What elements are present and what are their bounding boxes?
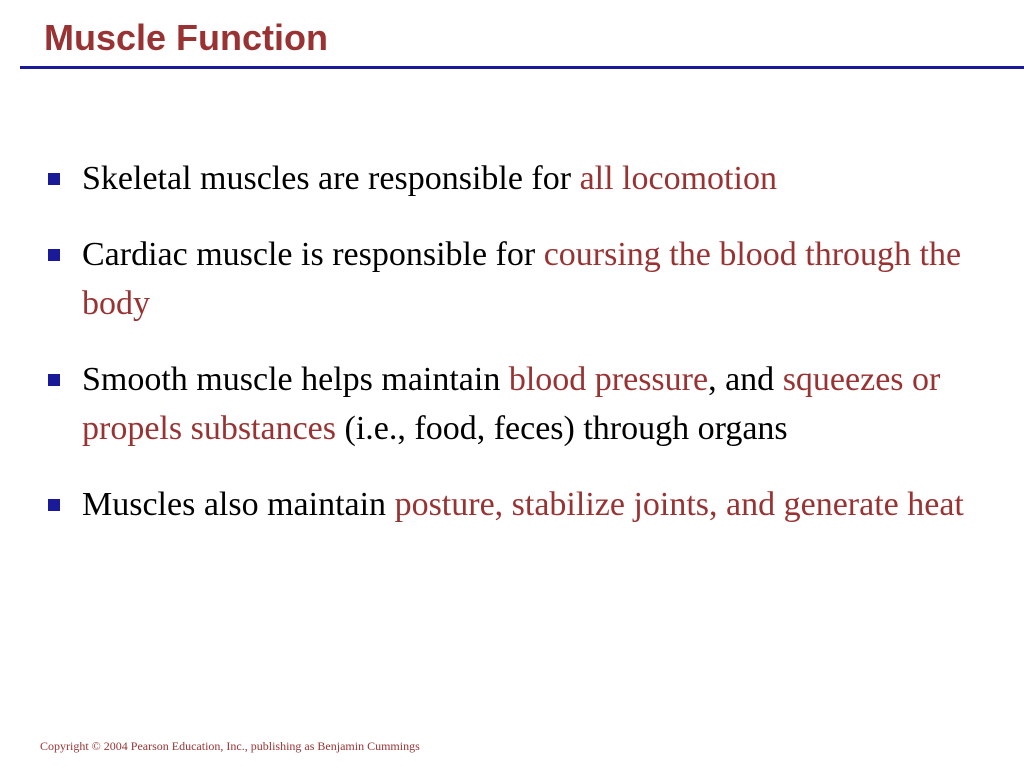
bullet-text bbox=[82, 236, 961, 322]
body-text: (i.e., food, feces) through organs bbox=[336, 410, 788, 447]
bullet-text bbox=[82, 361, 940, 447]
bullet-item bbox=[44, 154, 1004, 203]
copyright-notice: Copyright © 2004 Pearson Education, Inc., publishing as Benjamin Cummings bbox=[40, 739, 420, 753]
highlighted-text: blood pressure bbox=[508, 361, 709, 398]
bullet-text bbox=[82, 486, 964, 523]
highlighted-text: all locomotion bbox=[579, 160, 777, 197]
body-text: Muscles also maintain bbox=[82, 486, 395, 523]
highlighted-text: posture, stabilize joints, and generate heat bbox=[394, 486, 964, 523]
body-text: Cardiac muscle is responsible for bbox=[82, 236, 544, 273]
bullet-text bbox=[82, 160, 777, 197]
slide-title: Muscle Function bbox=[44, 17, 329, 58]
bullet-item bbox=[44, 230, 1004, 328]
square-bullet-icon bbox=[48, 173, 60, 185]
square-bullet-icon bbox=[48, 499, 60, 511]
title-divider bbox=[20, 66, 1024, 69]
square-bullet-icon bbox=[48, 374, 60, 386]
square-bullet-icon bbox=[48, 249, 60, 261]
highlighted-text: squeezes or propels substances bbox=[82, 361, 941, 447]
body-text: Smooth muscle helps maintain bbox=[82, 361, 509, 398]
body-text: Skeletal muscles are responsible for bbox=[82, 160, 580, 197]
body-text: , and bbox=[708, 361, 783, 398]
bullet-list bbox=[44, 154, 1004, 556]
highlighted-text: coursing the blood through the body bbox=[82, 236, 962, 322]
bullet-item bbox=[44, 480, 1004, 529]
bullet-item bbox=[44, 355, 1004, 453]
